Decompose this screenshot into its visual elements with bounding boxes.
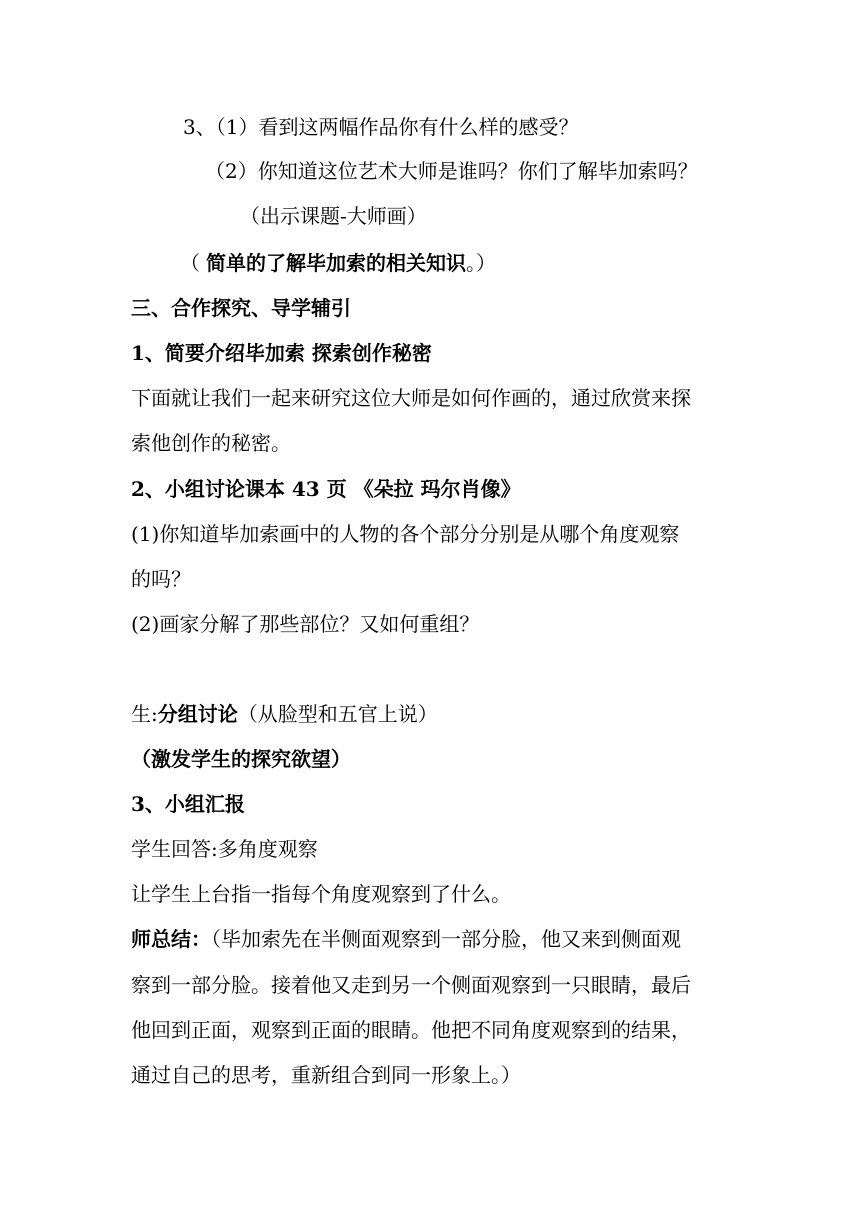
- student-discussion-line: [131, 702, 438, 726]
- question-1-line-2: 的吗？: [131, 567, 191, 591]
- note-close-paren: 。）: [466, 251, 496, 275]
- student-answer-line: 学生回答:多角度观察: [131, 837, 318, 861]
- note-line: [180, 251, 496, 275]
- question-3-1: 3、（1）看到这两幅作品你有什么样的感受？: [183, 115, 579, 139]
- item-3-heading: 3、小组汇报: [131, 792, 245, 816]
- student-rest-text: （从脸型和五官上说）: [237, 702, 438, 726]
- intro-line-1: 下面就让我们一起来研究这位大师是如何作画的，通过欣赏来探: [131, 386, 691, 410]
- stimulate-line: （激发学生的探究欲望）: [131, 747, 351, 771]
- intro-line-2: 索他创作的秘密。: [131, 431, 291, 455]
- item-1-heading: 1、简要介绍毕加索 探索创作秘密: [131, 341, 432, 365]
- point-line: 让学生上台指一指每个角度观察到了什么。: [131, 882, 511, 906]
- question-2-line: (2)画家分解了那些部位？又如何重组？: [131, 612, 480, 636]
- section-3-heading: 三、合作探究、导学辅引: [131, 296, 351, 320]
- student-bold-text: 分组讨论: [157, 702, 238, 726]
- note-open-paren: （: [180, 251, 200, 275]
- question-3-2: （2）你知道这位艺术大师是谁吗？你们了解毕加索吗？: [205, 159, 698, 183]
- item-2-heading: 2、小组讨论课本 43 页 《朵拉 玛尔肖像》: [131, 477, 521, 501]
- summary-line-4: 通过自己的思考，重新组合到同一形象上。）: [131, 1063, 521, 1087]
- student-prefix: 生:: [131, 702, 158, 726]
- question-1-line-1: (1)你知道毕加索画中的人物的各个部分分别是从哪个角度观察: [131, 522, 680, 546]
- summary-label: 师总结：: [131, 927, 211, 951]
- summary-line-2: 察到一部分脸。接着他又走到另一个侧面观察到一只眼睛，最后: [131, 973, 691, 997]
- summary-line-1: [131, 927, 681, 951]
- show-topic-line: （出示课题-大师画）: [240, 204, 427, 228]
- note-bold-text: 简单的了解毕加索的相关知识: [206, 251, 466, 275]
- summary-text-1: （毕加索先在半侧面观察到一部分脸，他又来到侧面观: [211, 927, 681, 951]
- summary-line-3: 他回到正面，观察到正面的眼睛。他把不同角度观察到的结果，: [131, 1018, 691, 1042]
